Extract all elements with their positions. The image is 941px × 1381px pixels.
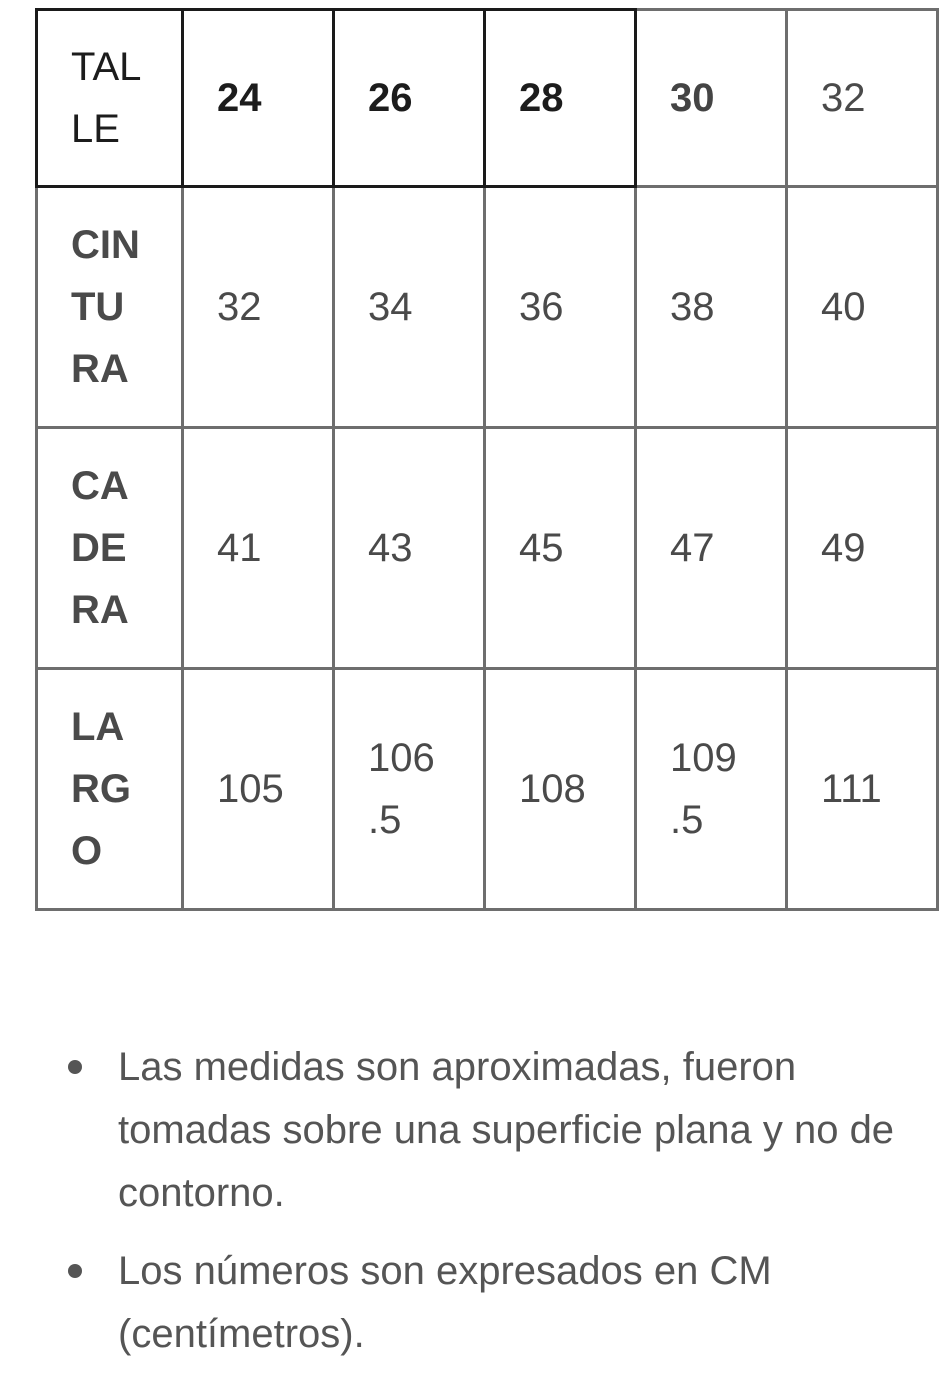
size-cell-26: 26: [334, 10, 485, 187]
table-cell: [334, 669, 485, 910]
notes-list: [68, 1036, 918, 1381]
header-label-line: LE: [71, 107, 120, 151]
row-label-line: RA: [71, 347, 129, 391]
table-header-row: [37, 10, 938, 187]
table-cell: 111: [787, 669, 938, 910]
table-cell: 43: [334, 428, 485, 669]
table-row-cadera: [37, 428, 938, 669]
table-cell: 105: [183, 669, 334, 910]
row-label-cintura: [37, 187, 183, 428]
table-cell: 34: [334, 187, 485, 428]
row-label-largo: [37, 669, 183, 910]
cell-line: .5: [670, 798, 704, 842]
row-label-line: RG: [71, 767, 131, 811]
table-cell: 32: [183, 187, 334, 428]
cell-line: 106: [368, 736, 435, 780]
table-cell: 47: [636, 428, 787, 669]
table-row-largo: [37, 669, 938, 910]
table-cell: 36: [485, 187, 636, 428]
table-row-cintura: [37, 187, 938, 428]
size-cell-30: 30: [636, 10, 787, 187]
size-cell-32: 32: [787, 10, 938, 187]
row-label-line: RA: [71, 588, 129, 632]
row-label-line: DE: [71, 526, 127, 570]
table-cell: 40: [787, 187, 938, 428]
table-cell: 45: [485, 428, 636, 669]
note-text: Las medidas son aproximadas, fueron tomadas sobre una superficie plana y no de contorno.: [118, 1045, 895, 1215]
row-label-line: O: [71, 829, 103, 873]
bullet-icon: [68, 1060, 82, 1074]
list-item: [68, 1240, 918, 1366]
cell-line: .5: [368, 798, 402, 842]
table-cell: 49: [787, 428, 938, 669]
table-cell: 108: [485, 669, 636, 910]
size-cell-24: 24: [183, 10, 334, 187]
row-label-line: LA: [71, 705, 125, 749]
table-cell: 38: [636, 187, 787, 428]
header-label-cell: [37, 10, 183, 187]
bullet-icon: [68, 1264, 82, 1278]
table-cell: [636, 669, 787, 910]
cell-line: 109: [670, 736, 737, 780]
row-label-cadera: [37, 428, 183, 669]
size-cell-28: 28: [485, 10, 636, 187]
row-label-line: TU: [71, 285, 125, 329]
note-text: Los números son expresados en CM (centímetros).: [118, 1249, 772, 1356]
row-label-line: CIN: [71, 223, 140, 267]
list-item: [68, 1036, 918, 1225]
row-label-line: CA: [71, 464, 129, 508]
table-cell: 41: [183, 428, 334, 669]
size-chart-table: [35, 8, 939, 911]
header-label-line: TAL: [71, 45, 142, 89]
